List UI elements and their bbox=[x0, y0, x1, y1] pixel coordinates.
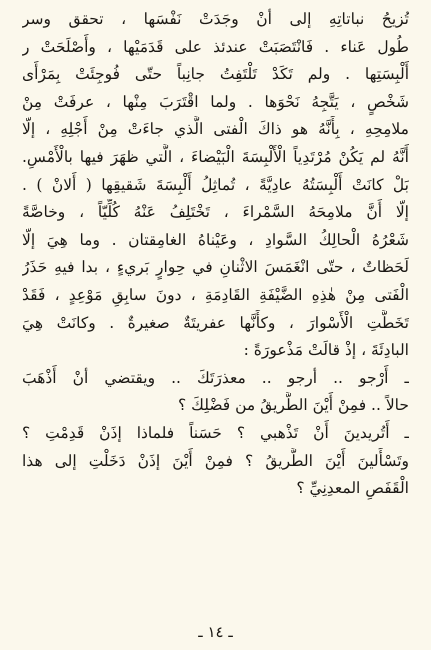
text-line: حالاً .. فمِنْ أَيْنَ الطَّريقُ من فَضْلِكَ ؟ bbox=[178, 396, 409, 415]
text-line: شَخْصٍ ، يَتَّجِهُ نَحْوَها . ولما اقْتَرَبَ مِنْها ، عرفَتْ مِنْ bbox=[22, 92, 409, 111]
page-number: ـ ١٤ ـ bbox=[198, 623, 233, 641]
text-line: وتَسْأَلينَ أَيْنَ الطَّريقُ ؟ فمِنْ أَيْنَ إذَنْ دَخَلْتِ إلى هذا bbox=[22, 451, 409, 470]
text-line: أَلْبِسَتِها . ولم تَكَدْ تَلْتَفِتُ جانِباً حتّى فُوجِئَتْ بِمَرْأَى bbox=[22, 65, 409, 84]
text-line: الْفَتى مِنْ هٰذِهِ الضَّيْفَةِ القَادِمَةِ ، دونَ سابِقِ مَوْعِدٍ ، فَقَدْ bbox=[22, 285, 409, 304]
text-line: الْقَفَصِ المعدِنِيِّ ؟ bbox=[296, 479, 409, 498]
text-line: تَخَطَّتِ الْأَسْوارَ ، وكأَنَّها عفريتَةٌ صغيرةٌ . وكانَتْ هِيَ bbox=[22, 313, 409, 332]
text-line: لَحَظاتٌ ، حتّى انْغَمَسَ الاثْنانِ في حِوارٍ بَريءٍ ، بدا فيهِ حَذَرُ bbox=[22, 258, 409, 277]
text-line: ملامِحِهِ ، بِأَنَّهُ هو ذاكَ الْفتى الَّذي جاءَتْ مِنْ أَجْلِهِ ، إلّا bbox=[22, 120, 409, 139]
text-line: إلّا أَنَّ ملامِحَهُ السَّمْراءَ ، تَخْتَلِفُ عَنْهُ كُلِّيّاً ، وخاصَّةً bbox=[22, 203, 409, 222]
text-line: ـ أَرْجو .. أرجو .. معذرَتَكَ .. ويقتضي أنْ أَذْهَبَ bbox=[22, 368, 409, 387]
text-line: شَعْرُهُ الْحالِكُ السَّوادِ ، وعَيْناهُ الغامِقتان . وما هِيَ إلّا bbox=[22, 230, 409, 249]
body-text bbox=[22, 6, 409, 503]
text-line: أَنَّهُ لم يَكُنْ مُرْتَدِياً الْأَلْبِسَةَ الْبَيْضاءَ ، الَّتي ظهَرَ فيها بالْأَمْسِ. bbox=[22, 147, 409, 166]
text-line: بَلْ كانَتْ أَلْبِسَتُهُ عادِيَّةً ، تُماثِلُ أَلْبِسَةَ شَقيقِها ( أَلانْ ) . bbox=[22, 175, 409, 194]
text-line: البادِئَةَ ، إذْ قالَتْ مَذْعورَةً : bbox=[243, 341, 409, 360]
text-line: تُزيحُ نباتاتِهِ إلى أنْ وجَدَتْ نَفْسَها ، تحقق وسر bbox=[22, 10, 409, 28]
text-line: طُول عَناء . فَانْتَصَبَتْ عندئذ على قَدَمَيْها ، وأَصْلَحَتْ ر bbox=[22, 37, 409, 56]
text-line: ـ أَتُريدينَ أَنْ تَذْهبي ؟ حَسَناً فلماذا إذَنْ قَدِمْتِ ؟ bbox=[22, 423, 409, 442]
